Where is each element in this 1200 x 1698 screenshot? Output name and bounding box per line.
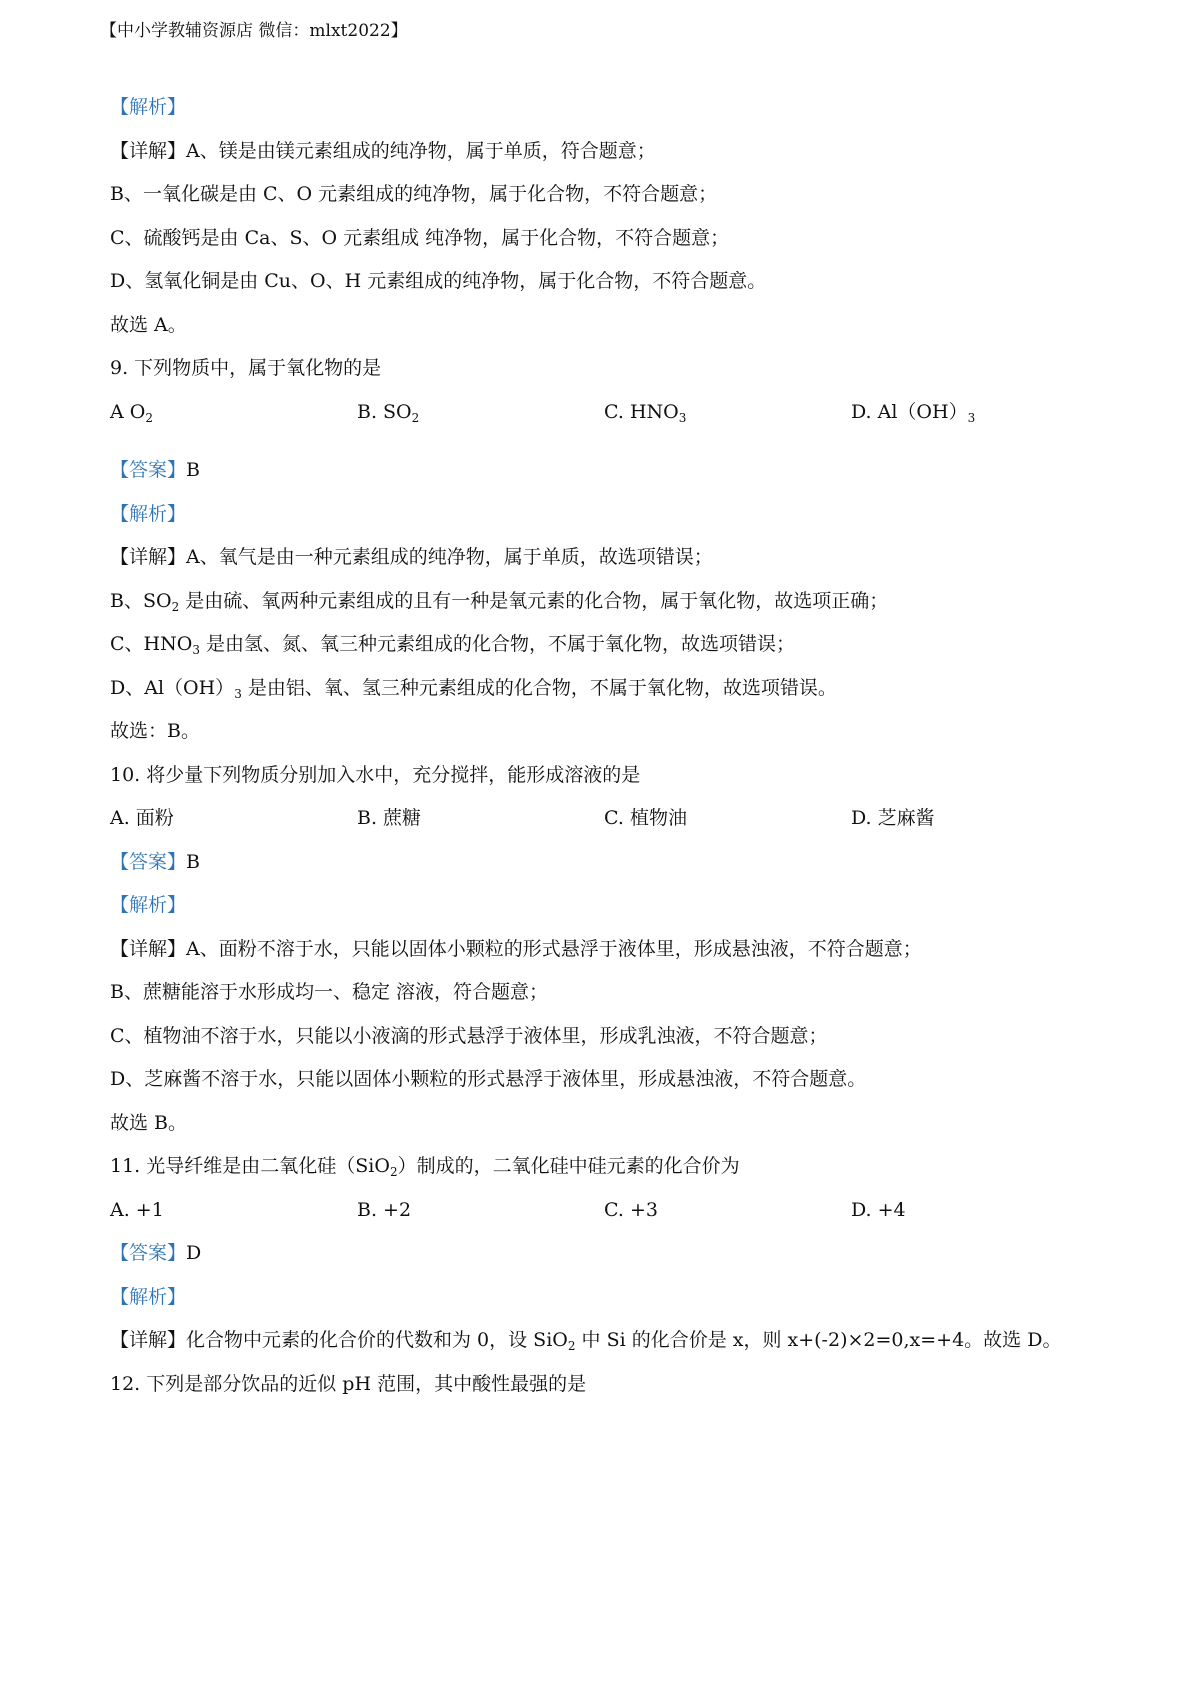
- answer-value: B: [186, 851, 200, 873]
- text: 是由硫、氧两种元素组成的且有一种是氧元素的化合物，属于氧化物，故选项正确；: [179, 590, 889, 612]
- detail-text: A、面粉不溶于水，只能以固体小颗粒的形式悬浮于液体里，形成悬浊液，不符合题意；: [186, 938, 922, 960]
- answer-tag: 【答案】: [110, 1242, 187, 1264]
- q10-jiexi-label: [110, 892, 186, 918]
- detail-tag: 【详解】: [110, 546, 187, 568]
- q10-option-d: D. 芝麻酱: [851, 807, 935, 829]
- text: D、Al（OH）: [110, 677, 235, 699]
- option-text: C. HNO: [604, 401, 679, 423]
- q8-conclusion: 故选 A。: [110, 314, 187, 336]
- q8-detail-b: B、一氧化碳是由 C、O 元素组成的纯净物，属于化合物，不符合题意；: [110, 183, 718, 205]
- jiexi-tag: 【解析】: [110, 96, 187, 118]
- detail-tag: 【详解】: [110, 938, 187, 960]
- q8-detail-c: C、硫酸钙是由 Ca、S、O 元素组成 纯净物，属于化合物，不符合题意；: [110, 227, 730, 249]
- q9-detail-b: [110, 588, 888, 614]
- q11-option-c: C. +3: [604, 1199, 658, 1221]
- detail-tag: 【详解】: [110, 140, 187, 162]
- answer-tag: 【答案】: [110, 851, 187, 873]
- q8-detail-d: D、氢氧化铜是由 Cu、O、H 元素组成的纯净物，属于化合物，不符合题意。: [110, 270, 767, 292]
- q10-detail-d: D、芝麻酱不溶于水，只能以固体小颗粒的形式悬浮于液体里，形成悬浊液，不符合题意。: [110, 1068, 867, 1090]
- q10-answer: [110, 849, 200, 875]
- q9-answer: [110, 457, 200, 483]
- subscript: 2: [411, 411, 420, 425]
- option-text: B. SO: [357, 401, 412, 423]
- text: 化合物中元素的化合价的代数和为 0，设 SiO: [186, 1329, 568, 1351]
- option-text: D. Al（OH）: [851, 401, 968, 423]
- q9-option-b: [357, 399, 419, 425]
- jiexi-tag: 【解析】: [110, 894, 187, 916]
- subscript: 3: [967, 411, 976, 425]
- subscript: 3: [192, 643, 200, 657]
- jiexi-tag: 【解析】: [110, 503, 187, 525]
- text: C、HNO: [110, 633, 193, 655]
- q8-detail-a: [110, 138, 656, 164]
- option-text: A O: [110, 401, 146, 423]
- q10-option-c: C. 植物油: [604, 807, 687, 829]
- page-header: 【中小学教辅资源店 微信：mlxt2022】: [100, 21, 408, 41]
- q11-answer: [110, 1240, 201, 1266]
- q10-detail-b: B、蔗糖能溶于水形成均一、稳定 溶液，符合题意；: [110, 981, 549, 1003]
- answer-value: B: [186, 459, 200, 481]
- text: B、SO: [110, 590, 172, 612]
- q9-conclusion: 故选：B。: [110, 720, 200, 742]
- text: 是由氢、氮、氧三种元素组成的化合物，不属于氧化物，故选项错误；: [199, 633, 795, 655]
- q9-option-a: [110, 399, 153, 425]
- q9-jiexi-label: [110, 501, 186, 527]
- q10-option-b: B. 蔗糖: [357, 807, 422, 829]
- text: 中 Si 的化合价是 x，则 x+(-2)×2=0,x=+4。故选 D。: [575, 1329, 1062, 1351]
- q9-detail-a: [110, 544, 713, 570]
- subscript: 2: [171, 600, 180, 614]
- q10-stem: 10. 将少量下列物质分别加入水中，充分搅拌，能形成溶液的是: [110, 764, 641, 786]
- subscript: 3: [678, 411, 687, 425]
- q11-stem: [110, 1153, 740, 1179]
- jiexi-tag: 【解析】: [110, 1286, 187, 1308]
- q9-detail-d: [110, 675, 837, 701]
- q10-detail-c: C、植物油不溶于水，只能以小液滴的形式悬浮于液体里，形成乳浊液，不符合题意；: [110, 1025, 828, 1047]
- q11-option-d: D. +4: [851, 1199, 906, 1221]
- detail-text: A、氧气是由一种元素组成的纯净物，属于单质，故选项错误；: [186, 546, 713, 568]
- q10-conclusion: 故选 B。: [110, 1112, 188, 1134]
- subscript: 2: [567, 1339, 576, 1353]
- subscript: 2: [389, 1165, 398, 1179]
- q11-detail: [110, 1327, 1061, 1353]
- q9-option-d: [851, 399, 975, 425]
- detail-text: A、镁是由镁元素组成的纯净物，属于单质，符合题意；: [186, 140, 656, 162]
- q10-detail-a: [110, 936, 922, 962]
- text: 11. 光导纤维是由二氧化硅（SiO: [110, 1155, 390, 1177]
- text: ）制成的，二氧化硅中硅元素的化合价为: [397, 1155, 740, 1177]
- q9-stem: 9. 下列物质中，属于氧化物的是: [110, 357, 382, 379]
- q9-detail-c: [110, 631, 795, 657]
- text: 是由铝、氧、氢三种元素组成的化合物，不属于氧化物，故选项错误。: [241, 677, 837, 699]
- answer-value: D: [186, 1242, 202, 1264]
- q9-option-c: [604, 399, 686, 425]
- q8-jiexi-label: [110, 94, 186, 120]
- q10-option-a: A. 面粉: [110, 807, 174, 829]
- q12-stem: 12. 下列是部分饮品的近似 pH 范围，其中酸性最强的是: [110, 1373, 587, 1395]
- q11-jiexi-label: [110, 1284, 186, 1310]
- q11-option-b: B. +2: [357, 1199, 412, 1221]
- q11-option-a: A. +1: [110, 1199, 164, 1221]
- subscript: 3: [234, 687, 242, 701]
- subscript: 2: [145, 411, 153, 425]
- answer-tag: 【答案】: [110, 459, 187, 481]
- detail-tag: 【详解】: [110, 1329, 187, 1351]
